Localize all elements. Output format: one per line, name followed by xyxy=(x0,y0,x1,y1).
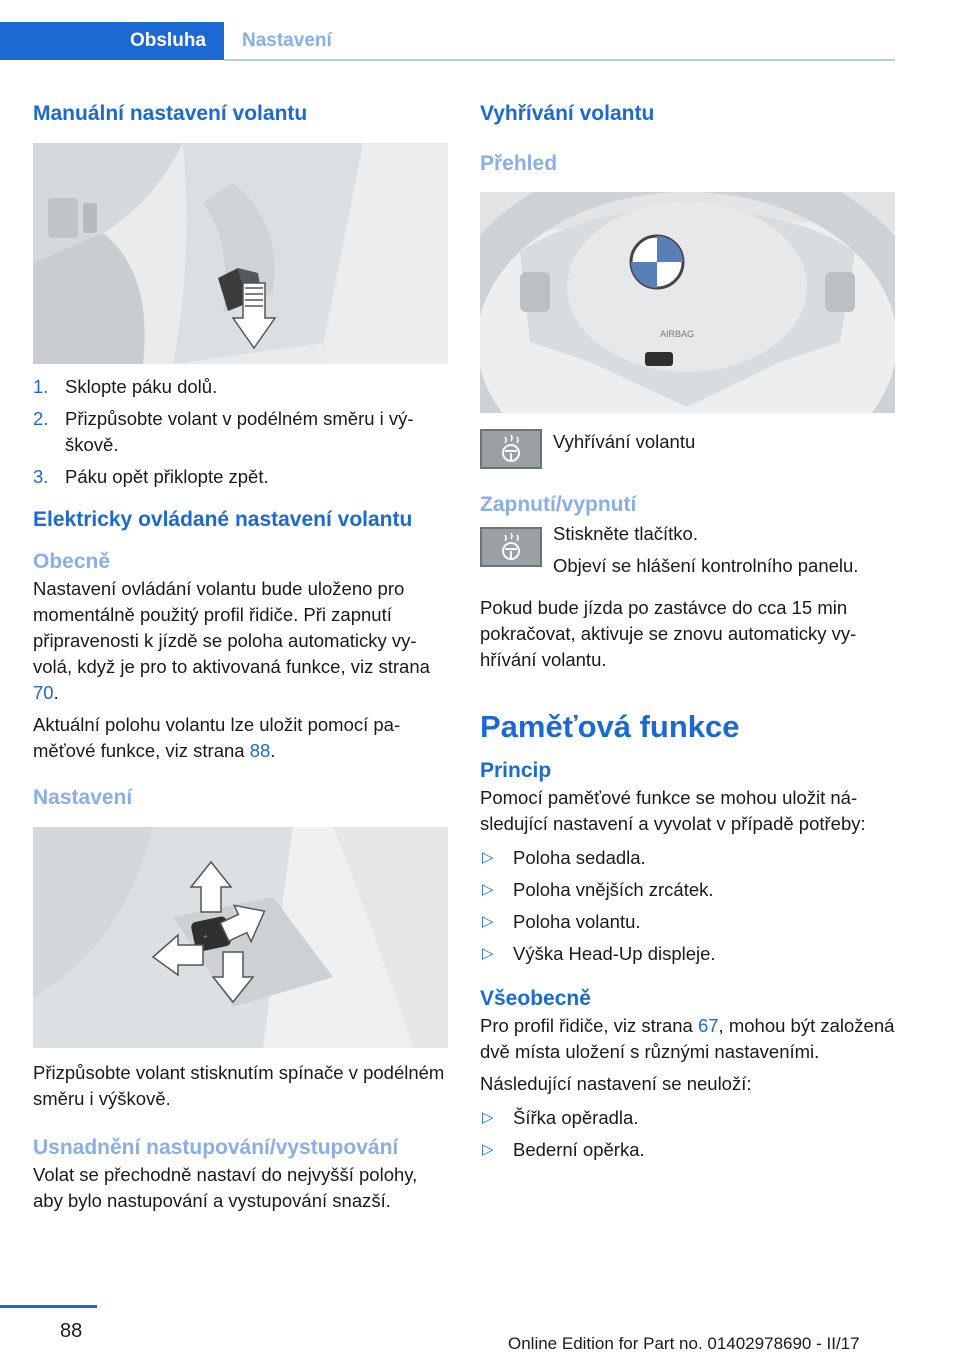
step-number: 3. xyxy=(33,466,49,487)
step-text: Přizpůsobte volant v podélném směru i výškově. xyxy=(65,408,414,455)
bullet-triangle-icon: ▷ xyxy=(482,945,494,962)
memory-text-end: . xyxy=(270,740,276,761)
not-saved-list xyxy=(480,1105,895,1163)
page-link-88[interactable]: 88 xyxy=(249,740,271,761)
memory-function-heading: Paměťová funkce xyxy=(480,709,740,744)
electric-adjust-heading: Elektricky ovládané nastavení volantu xyxy=(33,508,413,531)
tab-nastaveni[interactable]: Nastavení xyxy=(242,30,332,51)
airbag-label: AIRBAG xyxy=(660,329,695,339)
list-item xyxy=(480,877,895,903)
tab-divider xyxy=(224,59,895,61)
list-item xyxy=(480,909,895,935)
steering-lever-figure xyxy=(33,143,448,364)
bullet-triangle-icon: ▷ xyxy=(482,849,494,866)
page-link-70[interactable]: 70 xyxy=(33,682,54,703)
steering-wheel-figure xyxy=(480,192,895,413)
memory-paragraph xyxy=(33,712,448,764)
onoff-icon-row xyxy=(480,521,895,579)
bullet-triangle-icon: ▷ xyxy=(482,1109,494,1126)
onoff-line-1: Stiskněte tlačítko. xyxy=(553,523,698,544)
setting-paragraph: Přizpůsobte volant stisknutím spínače v podélném směru i výškově. xyxy=(33,1062,445,1109)
general-text-end: . xyxy=(53,682,59,703)
general-text: Nastavení ovládání volantu bude uloženo pro momentálně použitý profil řidiče. Při zapnutí připravenosti k jízdě se poloha automaticky vyvolá, když je pro to aktivovaná funkce, viz strana xyxy=(33,578,430,677)
step-number: 2. xyxy=(33,408,49,429)
lever-steps-list xyxy=(33,374,448,490)
list-item xyxy=(480,941,895,967)
general-memory-text-b: , mohou být založená dvě místa uložení s různými nastaveními. xyxy=(480,1015,895,1062)
page-link-67[interactable]: 67 xyxy=(697,1015,719,1036)
step-number: 1. xyxy=(33,376,49,397)
list-item xyxy=(480,1105,895,1131)
heating-icon-label: Vyhřívání volantu xyxy=(553,431,696,452)
onoff-subheading: Zapnutí/vypnutí xyxy=(480,493,637,516)
heating-heading: Vyhřívání volantu xyxy=(480,102,655,125)
general-memory-subheading: Všeobecně xyxy=(480,987,591,1010)
steering-heat-button-icon xyxy=(480,429,542,469)
list-item xyxy=(33,464,448,490)
list-item xyxy=(33,406,448,458)
left-column xyxy=(33,100,448,1214)
pause-paragraph: Pokud bude jízda po zastávce do cca 15 min pokračovat, aktivuje se znovu automaticky vyhřívání volantu. xyxy=(480,597,857,670)
general-paragraph xyxy=(33,576,448,706)
list-item xyxy=(480,845,895,871)
tab-obsluha[interactable]: Obsluha xyxy=(0,22,224,60)
not-saved-paragraph: Následující nastavení se neuloží: xyxy=(480,1073,752,1094)
general-memory-paragraph xyxy=(480,1013,895,1065)
bullet-triangle-icon: ▷ xyxy=(482,913,494,930)
general-memory-text-a: Pro profil řidiče, viz strana xyxy=(480,1015,698,1036)
step-text: Sklopte páku dolů. xyxy=(65,376,218,397)
steering-heat-button-icon xyxy=(480,527,542,567)
svg-text:+: + xyxy=(203,932,208,941)
list-item xyxy=(33,374,448,400)
heating-icon-row xyxy=(480,429,895,469)
bullet-triangle-icon: ▷ xyxy=(482,881,494,898)
page-number: 88 xyxy=(60,1320,83,1342)
manual-adjust-heading: Manuální nastavení volantu xyxy=(33,102,308,125)
overview-subheading: Přehled xyxy=(480,152,558,175)
step-text: Páku opět přiklopte zpět. xyxy=(65,466,269,487)
general-subheading: Obecně xyxy=(33,550,111,573)
onoff-line-2: Objeví se hlášení kontrolního panelu. xyxy=(553,555,859,576)
footer-rule xyxy=(0,1305,97,1308)
memory-text: Aktuální polohu volantu lze uložit pomocí paměťové funkce, viz strana xyxy=(33,714,401,761)
list-item-text: Poloha vnějších zrcátek. xyxy=(513,879,714,900)
principle-subheading: Princip xyxy=(480,759,552,782)
list-item-text: Poloha volantu. xyxy=(513,911,641,932)
list-item-text: Šířka opěradla. xyxy=(513,1107,639,1128)
principle-paragraph: Pomocí paměťové funkce se mohou uložit následující nastavení a vyvolat v případě potřeby: xyxy=(480,787,866,834)
steering-switch-figure xyxy=(33,827,448,1048)
saved-settings-list xyxy=(480,845,895,967)
section-tabs xyxy=(0,22,895,62)
bullet-triangle-icon: ▷ xyxy=(482,1141,494,1158)
right-column xyxy=(480,100,895,1163)
list-item-text: Výška Head-Up displeje. xyxy=(513,943,716,964)
entry-subheading: Usnadnění nastupování/vystupování xyxy=(33,1136,399,1159)
setting-subheading: Nastavení xyxy=(33,786,133,809)
list-item xyxy=(480,1137,895,1163)
edition-note: Online Edition for Part no. 01402978690 - II/17 xyxy=(508,1334,860,1353)
list-item-text: Poloha sedadla. xyxy=(513,847,646,868)
entry-paragraph: Volat se přechodně nastaví do nejvyšší polohy, aby bylo nastupování a vystupování snazší. xyxy=(33,1164,418,1211)
list-item-text: Bederní opěrka. xyxy=(513,1139,645,1160)
